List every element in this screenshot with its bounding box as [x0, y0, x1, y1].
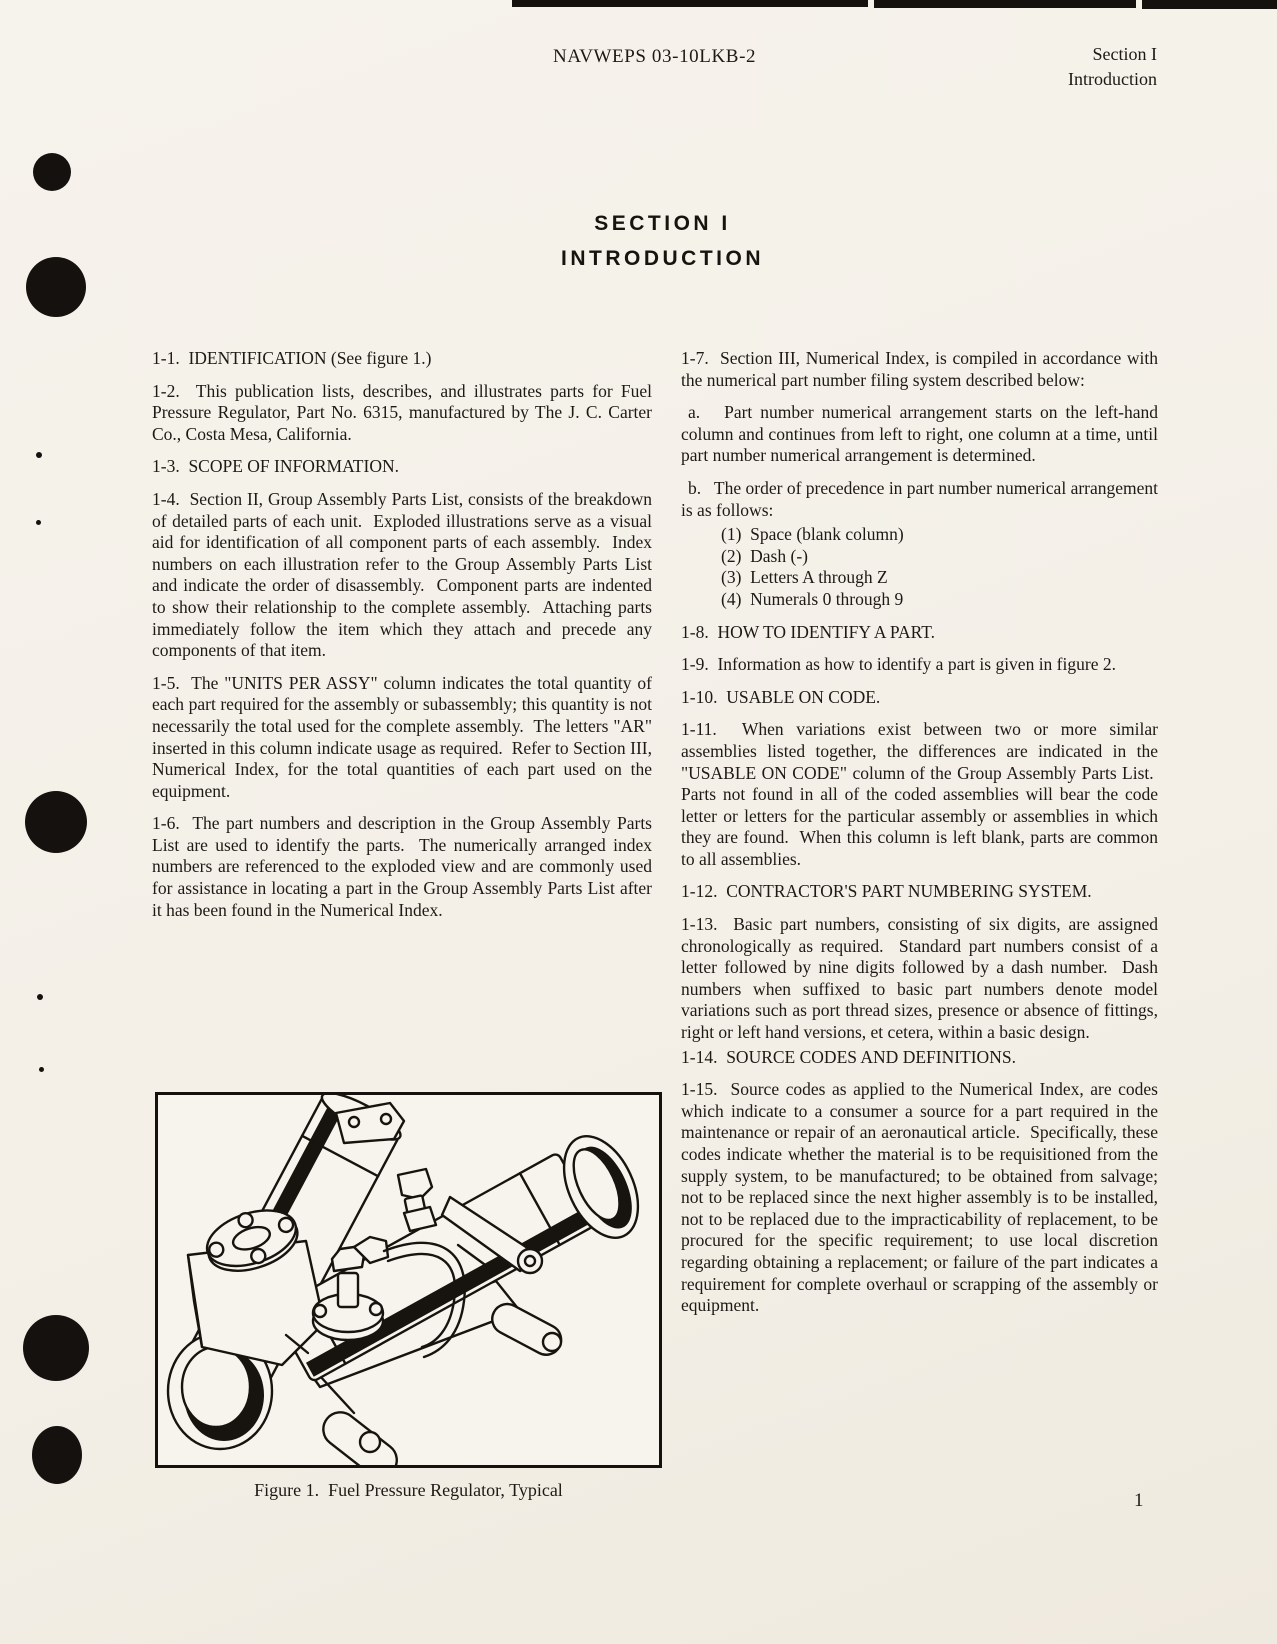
paragraph-1-5: 1-5. The "UNITS PER ASSY" column indicates the total quantity of each part required for the assembly or subassembly; this quantity is not necessarily the total used for the complete assembly. The letters "AR" inserted in this column indicate usage as required. Refer to Section III, Numerical Index, for the total quantities of each part used on the equipment.: [152, 672, 652, 801]
ink-speck: [36, 452, 42, 458]
section-title: [24, 212, 1277, 271]
paragraph-1-3: 1-3. SCOPE OF INFORMATION.: [152, 456, 399, 477]
paragraph-1-6: 1-6. The part numbers and description in the Group Assembly Parts List are used to identify the parts. The numerically arranged index numbers are referenced to the exploded view and are commonly used for assistance in locating a part in the Group Assembly Parts List after it has been found in the Numerical Index.: [152, 813, 652, 920]
section-title-line2: INTRODUCTION: [561, 247, 764, 270]
scan-artifact-bar: [512, 0, 868, 7]
precedence-item-2: (2) Dash (-): [721, 545, 808, 566]
figure-1-frame: [155, 1092, 662, 1468]
figure-1-caption: Figure 1. Fuel Pressure Regulator, Typical: [254, 1480, 563, 1500]
paragraph-1-7a: a. Part number numerical arrangement starts on the left-hand column and continues from left to right, one column at a time, until part number numerical arrangement is determined.: [681, 402, 1158, 466]
precedence-item-4: (4) Numerals 0 through 9: [721, 588, 904, 609]
section-title-line1: SECTION I: [594, 212, 731, 235]
paragraph-1-8: 1-8. HOW TO IDENTIFY A PART.: [681, 621, 936, 642]
figure-illustration: [158, 1095, 659, 1465]
binder-hole-mark: [25, 791, 87, 853]
paragraph-1-13: 1-13. Basic part numbers, consisting of six digits, are assigned chronologically as required. Standard part numbers consist of a letter followed by nine digits followed by a dash number. Dash numbers when suffixed to basic part numbers denote model variations such as port thread sizes, presence or absence of fittings, right or left hand versions, et cetera, within a basic design.: [681, 914, 1158, 1043]
paragraph-1-14: 1-14. SOURCE CODES AND DEFINITIONS.: [681, 1046, 1016, 1067]
scan-artifact-bar: [874, 0, 1136, 8]
paragraph-1-7b: b. The order of precedence in part number numerical arrangement is as follows:: [681, 477, 1159, 520]
paragraph-1-2: 1-2. This publication lists, describes, and illustrates parts for Fuel Pressure Regulator, Part No. 6315, manufactured by The J. C. Carter Co., Costa Mesa, California.: [152, 380, 652, 444]
header-section: Section I: [1092, 44, 1157, 64]
ink-speck: [36, 520, 41, 525]
paragraph-1-12: 1-12. CONTRACTOR'S PART NUMBERING SYSTEM.: [681, 881, 1092, 902]
header-section-ref: [937, 42, 1157, 92]
paragraph-1-10: 1-10. USABLE ON CODE.: [681, 686, 881, 707]
document-number: NAVWEPS 03-10LKB-2: [553, 46, 757, 67]
precedence-list: [721, 524, 1158, 610]
binder-hole-mark: [32, 1426, 82, 1484]
precedence-item-1: (1) Space (blank column): [721, 524, 904, 545]
paragraph-1-4: 1-4. Section II, Group Assembly Parts List, consists of the breakdown of detailed parts of each unit. Exploded illustrations serve as a visual aid for identification of all component parts of each assembly. Index numbers on each illustration refer to the Group Assembly Parts List and indicate the order of disassembly. Component parts are indented to show their relationship to the complete assembly. Attaching parts immediately follow the item which they attach and precede any components of that item.: [152, 488, 652, 661]
paragraph-1-11: 1-11. When variations exist between two or more similar assemblies listed together, the differences are indicated in the "USABLE ON CODE" column of the Group Assembly Parts List. Parts not found in all of the coded assemblies will bear the code letter or letters for the particular assembly or assemblies in which they are found. When this column is left blank, parts are common to all assemblies.: [681, 719, 1158, 869]
binder-hole-mark: [23, 1315, 89, 1381]
binder-hole-mark: [33, 153, 71, 191]
precedence-item-3: (3) Letters A through Z: [721, 567, 888, 588]
ink-speck: [37, 994, 43, 1000]
left-column: [152, 348, 652, 932]
paragraph-1-1: 1-1. IDENTIFICATION (See figure 1.): [152, 348, 432, 368]
ink-speck: [39, 1067, 44, 1072]
header-subsection: Introduction: [1068, 69, 1157, 89]
paragraph-1-7: 1-7. Section III, Numerical Index, is compiled in accordance with the numerical part number filing system described below:: [681, 348, 1158, 390]
paragraph-1-9: 1-9. Information as how to identify a part is given in figure 2.: [681, 654, 1116, 675]
right-column: [681, 348, 1158, 1328]
scan-artifact-bar: [1142, 0, 1277, 9]
paragraph-1-15: 1-15. Source codes as applied to the Numerical Index, are codes which indicate to a consumer a source for a part required in the maintenance or repair of an aeronautical article. Specifically, these codes indicate whether the material is to be requisitioned from the supply system, to be manufactured; to be obtained from salvage; not to be replaced since the next higher assembly is to be installed, not to be replaced due to the impracticability of replacement, to be procured for the specific requirement; to use local discretion regarding obtaining a replacement; or failure of the part indicates a requirement for complete overhaul or scrapping of the assembly or equipment.: [681, 1079, 1158, 1316]
page-number: 1: [1134, 1490, 1144, 1511]
